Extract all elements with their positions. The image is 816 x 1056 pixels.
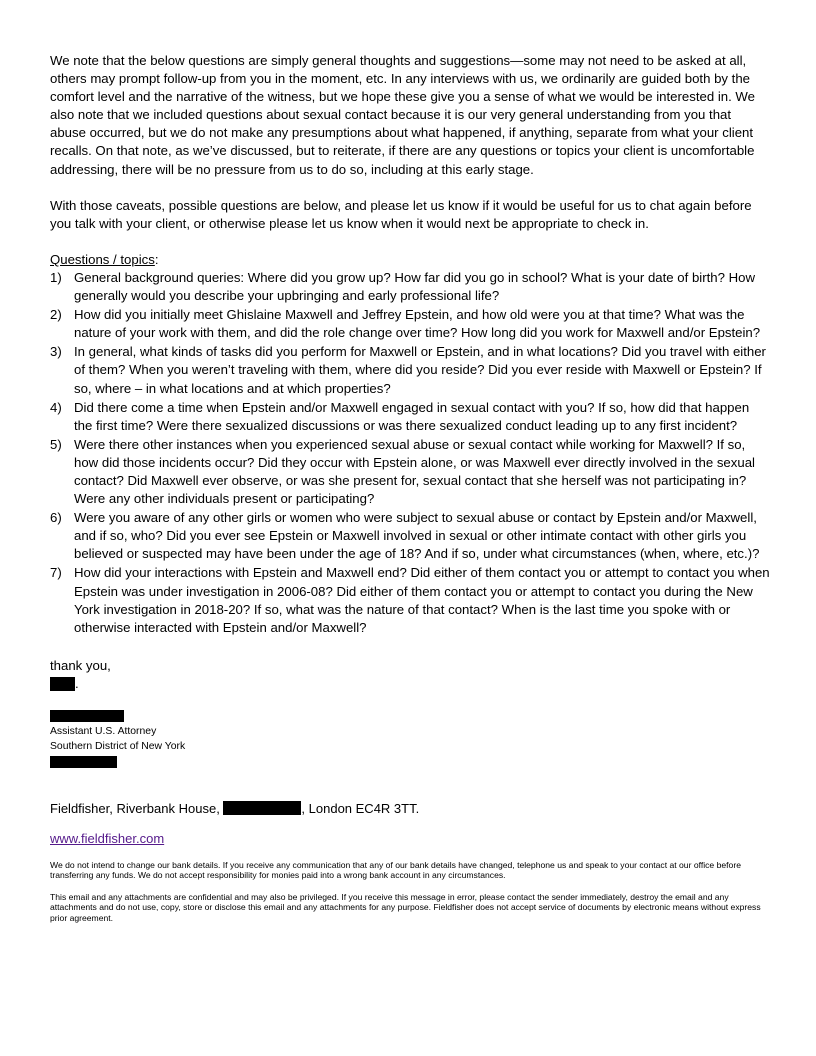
caveats-paragraph: With those caveats, possible questions are below, and please let us know if it would be useful for us to chat again before you talk with your client, or otherwise please let us know when it would next be appropriate to check in. — [50, 197, 752, 231]
question-item — [50, 343, 770, 397]
question-item — [50, 436, 770, 508]
redaction-bar — [50, 756, 117, 768]
question-number: 2) — [50, 307, 62, 323]
question-number: 5) — [50, 436, 62, 452]
redaction-bar — [50, 710, 124, 722]
question-number: 4) — [50, 399, 62, 415]
signoff-line — [50, 675, 770, 693]
question-text: General background queries: Where did you grow up? How far did you go in school? What is your date of birth? How generally would you describe your upbringing and early professional life? — [74, 269, 755, 304]
question-text: How did you initially meet Ghislaine Maxwell and Jeffrey Epstein, and how old were you at that time? What was the nature of your work with them, and did the role change over time? How long did you work for Maxwell and/or Epstein? — [74, 307, 761, 341]
question-text: Were you aware of any other girls or women who were subject to sexual abuse or contact by Epstein and/or Maxwell, and if so, who? Did you ever see Epstein or Maxwell involved in sexual or other intimate contact with other girls you believed or suspected may have been under the age of 18? And if so, under what circumstances (when, where, etc.)? — [74, 510, 760, 562]
question-number: 3) — [50, 344, 62, 360]
signature-office: Southern District of New York — [50, 741, 186, 752]
question-item — [50, 399, 770, 435]
question-text: Did there come a time when Epstein and/or Maxwell engaged in sexual contact with you? If so, how did that happen the first time? Were there sexualized discussions or was there sexualized conduct leading up to any first incident? — [74, 399, 750, 433]
bank-notice: We do not intend to change our bank details. If you receive any communication that any of our bank details have changed, telephone us and speak to your contact at our office before transferring any funds. We do not accept responsibility for monies paid into a wrong bank account in any circumstances. — [50, 860, 741, 881]
topics-heading-label: Questions / topics — [50, 251, 155, 267]
closing-period: . — [75, 675, 79, 691]
topics-heading-colon: : — [154, 251, 159, 267]
question-item — [50, 269, 770, 305]
question-text: Were there other instances when you experienced sexual abuse or sexual contact while working for Maxwell? If so, how did those incidents occur? Did they occur with Epstein alone, or was Maxwell ever directly involved in the sexual contact? Did Maxwell ever observe, or was she present for, sexual contact that she herself was not participating in? Were any other individuals present or participating? — [74, 436, 755, 507]
redaction-bar — [50, 677, 75, 691]
question-item — [50, 306, 770, 342]
closing: thank you, — [50, 657, 111, 673]
question-text: In general, what kinds of tasks did you perform for Maxwell or Epstein, and in what locations? Did you travel with either of them? When you weren’t traveling with them, where did you reside? Did you ever reside with Maxwell or Epstein? If so, where – in what locations and at which properties? — [74, 344, 766, 396]
intro-paragraph: We note that the below questions are simply general thoughts and suggestions—some may not need to be asked at all, others may prompt follow-up from you in the moment, etc. In any interviews with us, we ordinarily are guided both by the comfort level and the narrative of the witness, but we hope these give you a sense of what we would be interested in. We also note that we included questions about sexual contact because it is our very general understanding from you that abuse occurred, but we do not make any presumptions about what happened, if anything, separate from what your client recalls. On that note, as we’ve discussed, but to reiterate, if there are any questions or topics your client is uncomfortable addressing, there will be no pressure from us to do so, including at this early stage. — [50, 53, 755, 177]
confidentiality-notice: This email and any attachments are confidential and may also be privileged. If you receive this message in error, please contact the sender immediately, destroy the email and any attachments and do not use, copy, store or disclose this email and any attachments for any purpose. Fieldfisher does not accept service of documents by electronic means without express prior agreement. — [50, 891, 761, 923]
signature-title: Assistant U.S. Attorney — [50, 726, 157, 737]
email-document — [50, 52, 770, 923]
question-number: 1) — [50, 269, 62, 285]
question-number: 6) — [50, 510, 62, 526]
website-link[interactable]: www.fieldfisher.com — [50, 831, 165, 846]
question-text: How did your interactions with Epstein and Maxwell end? Did either of them contact you or attempt to contact you when Epstein was under investigation in 2006-08? Did either of them contact you or attempt to contact you during the New York investigation in 2018-20? If so, what was the nature of that contact? When is the last time you spoke with or otherwise interacted with Epstein and/or Maxwell? — [74, 565, 770, 635]
footer-address — [50, 801, 770, 816]
address-prefix: Fieldfisher, Riverbank House, — [50, 801, 224, 816]
question-number: 7) — [50, 565, 62, 581]
question-item — [50, 564, 770, 636]
address-suffix: , London EC4R 3TT. — [301, 801, 420, 816]
questions-list — [50, 269, 770, 637]
redaction-bar — [223, 801, 301, 815]
question-item — [50, 509, 770, 563]
topics-heading — [50, 251, 770, 269]
